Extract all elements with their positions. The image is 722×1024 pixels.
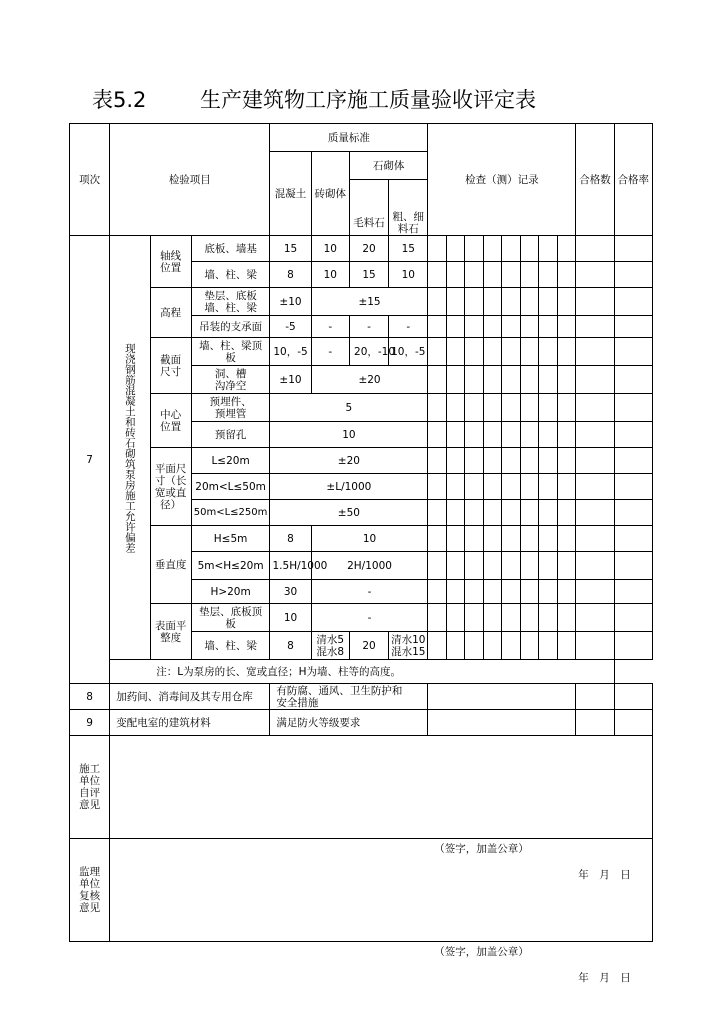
value-cell: -: [349, 316, 388, 338]
record-cell[interactable]: [558, 316, 576, 338]
record-cell[interactable]: [521, 474, 539, 500]
value-cell: 15: [389, 236, 428, 262]
record-cell[interactable]: [539, 338, 558, 366]
record-cell[interactable]: [558, 604, 576, 632]
record-cell[interactable]: [446, 632, 464, 660]
record-cell[interactable]: [483, 552, 501, 580]
value-cell: 10: [270, 604, 311, 632]
pass-count-cell[interactable]: [576, 526, 614, 552]
record-cell[interactable]: [464, 552, 483, 580]
pass-count-cell[interactable]: [576, 684, 614, 710]
row8-record[interactable]: [428, 684, 576, 710]
record-cell[interactable]: [428, 422, 446, 448]
record-cell[interactable]: [446, 288, 464, 316]
record-cell[interactable]: [521, 552, 539, 580]
contractor-sign: （签字，加盖公章）: [434, 843, 529, 855]
value-cell: 15: [270, 236, 311, 262]
record-cell[interactable]: [483, 526, 501, 552]
record-cell[interactable]: [558, 236, 576, 262]
record-cell[interactable]: [483, 448, 501, 474]
record-cell[interactable]: [501, 316, 520, 338]
value-cell: 10，-5: [270, 338, 311, 366]
record-cell[interactable]: [539, 474, 558, 500]
record-cell[interactable]: [428, 338, 446, 366]
value-cell: 20，-10: [349, 338, 388, 366]
row7-category: 现浇钢筋混凝土和砖石砌筑泵房施工允许偏差: [110, 236, 150, 660]
supervisor-label: 监理单位复核意见: [70, 839, 110, 942]
pass-count-cell[interactable]: [576, 604, 614, 632]
pass-rate-cell[interactable]: [614, 500, 652, 526]
record-cell[interactable]: [428, 474, 446, 500]
record-cell[interactable]: [428, 500, 446, 526]
item-label: 墙、柱、梁顶板: [191, 338, 270, 366]
record-cell[interactable]: [464, 604, 483, 632]
record-cell[interactable]: [521, 394, 539, 422]
value-cell: 5: [270, 394, 428, 422]
record-cell[interactable]: [539, 236, 558, 262]
evaluation-table: [69, 123, 653, 984]
record-cell[interactable]: [464, 338, 483, 366]
pass-rate-cell[interactable]: [614, 474, 652, 500]
record-cell[interactable]: [464, 500, 483, 526]
row8-no: 8: [70, 684, 110, 710]
value-cell: ±10: [270, 288, 311, 316]
pass-rate-cell[interactable]: [614, 366, 652, 394]
pass-rate-cell[interactable]: [614, 710, 652, 736]
record-cell[interactable]: [539, 500, 558, 526]
pass-rate-cell[interactable]: [614, 236, 652, 262]
supervisor-date: 年 月 日: [578, 972, 631, 984]
value-cell: ±20: [311, 366, 428, 394]
row9-standard: 满足防火等级要求: [270, 710, 428, 736]
value-cell: 10: [389, 262, 428, 288]
value-cell: ±10: [270, 366, 311, 394]
record-cell[interactable]: [428, 604, 446, 632]
record-cell[interactable]: [558, 422, 576, 448]
record-cell[interactable]: [446, 552, 464, 580]
record-cell[interactable]: [446, 448, 464, 474]
header-pass-rate: 合格率: [614, 124, 652, 236]
record-cell[interactable]: [501, 422, 520, 448]
record-cell[interactable]: [446, 262, 464, 288]
pass-rate-cell[interactable]: [614, 604, 652, 632]
record-cell[interactable]: [558, 474, 576, 500]
record-cell[interactable]: [464, 448, 483, 474]
record-cell[interactable]: [464, 394, 483, 422]
item-label: 预埋件、预埋管: [191, 394, 270, 422]
pass-rate-cell[interactable]: [614, 316, 652, 338]
value-cell: 15: [349, 262, 388, 288]
record-cell[interactable]: [483, 394, 501, 422]
row8-item: 加药间、消毒间及其专用仓库: [110, 684, 270, 710]
record-cell[interactable]: [539, 604, 558, 632]
pass-rate-cell[interactable]: [614, 422, 652, 448]
record-cell[interactable]: [464, 236, 483, 262]
record-cell[interactable]: [539, 366, 558, 394]
item-label: 5m<H≤20m: [191, 552, 270, 580]
record-cell[interactable]: [446, 236, 464, 262]
record-cell[interactable]: [558, 632, 576, 660]
record-cell[interactable]: [539, 422, 558, 448]
record-cell[interactable]: [558, 552, 576, 580]
record-cell[interactable]: [464, 580, 483, 604]
row7-no: 7: [70, 236, 110, 684]
record-cell[interactable]: [501, 552, 520, 580]
pass-count-cell[interactable]: [576, 236, 614, 262]
value-cell: -: [311, 316, 349, 338]
record-cell[interactable]: [539, 580, 558, 604]
record-cell[interactable]: [521, 236, 539, 262]
contractor-date: 年 月 日: [578, 869, 631, 881]
record-cell[interactable]: [428, 236, 446, 262]
value-cell: 8: [270, 262, 311, 288]
record-cell[interactable]: [483, 422, 501, 448]
pass-count-cell[interactable]: [576, 288, 614, 316]
item-label: 垫层、底板墙、柱、梁: [191, 288, 270, 316]
item-label: 50m<L≤250m: [191, 500, 270, 526]
record-cell[interactable]: [558, 394, 576, 422]
record-cell[interactable]: [483, 262, 501, 288]
record-cell[interactable]: [428, 448, 446, 474]
pass-count-cell[interactable]: [576, 316, 614, 338]
header-concrete: 混凝土: [270, 152, 311, 236]
record-cell[interactable]: [446, 338, 464, 366]
value-cell: ±20: [270, 448, 428, 474]
value-cell: -: [311, 580, 428, 604]
header-rubble: 毛料石: [349, 180, 388, 236]
record-cell[interactable]: [539, 526, 558, 552]
record-cell[interactable]: [558, 262, 576, 288]
record-cell[interactable]: [521, 422, 539, 448]
record-cell[interactable]: [483, 604, 501, 632]
record-cell[interactable]: [558, 526, 576, 552]
record-cell[interactable]: [483, 500, 501, 526]
record-cell[interactable]: [501, 366, 520, 394]
pass-count-cell[interactable]: [576, 422, 614, 448]
record-cell[interactable]: [539, 262, 558, 288]
pass-rate-cell[interactable]: [614, 684, 652, 710]
pass-count-cell[interactable]: [576, 580, 614, 604]
record-cell[interactable]: [521, 338, 539, 366]
record-cell[interactable]: [501, 526, 520, 552]
header-quality-standard: 质量标准: [270, 124, 428, 152]
value-cell: ±50: [270, 500, 428, 526]
record-cell[interactable]: [428, 632, 446, 660]
record-cell[interactable]: [539, 288, 558, 316]
value-cell: 10: [311, 236, 349, 262]
pass-count-cell[interactable]: [576, 500, 614, 526]
pass-rate-cell[interactable]: [614, 526, 652, 552]
value-cell: -: [389, 316, 428, 338]
record-cell[interactable]: [428, 552, 446, 580]
group-elevation: 高程: [150, 288, 191, 338]
pass-count-cell[interactable]: [576, 366, 614, 394]
table-title: 生产建筑物工序施工质量验收评定表: [200, 88, 536, 112]
group-center: 中心位置: [150, 394, 191, 448]
record-cell[interactable]: [501, 580, 520, 604]
record-cell[interactable]: [521, 288, 539, 316]
item-label: 20m<L≤50m: [191, 474, 270, 500]
record-cell[interactable]: [446, 474, 464, 500]
record-cell[interactable]: [446, 422, 464, 448]
pass-rate-cell[interactable]: [614, 580, 652, 604]
record-cell[interactable]: [428, 394, 446, 422]
value-cell: 10，-5: [389, 338, 428, 366]
supervisor-opinion[interactable]: [110, 839, 653, 984]
record-cell[interactable]: [483, 236, 501, 262]
record-cell[interactable]: [521, 604, 539, 632]
group-section: 截面尺寸: [150, 338, 191, 394]
record-cell[interactable]: [446, 316, 464, 338]
item-label: 墙、柱、梁: [191, 632, 270, 660]
record-cell[interactable]: [501, 632, 520, 660]
record-cell[interactable]: [521, 366, 539, 394]
record-cell[interactable]: [428, 262, 446, 288]
record-cell[interactable]: [428, 366, 446, 394]
record-cell[interactable]: [521, 262, 539, 288]
section7-note: 注：L为泵房的长、宽或直径；H为墙、柱等的高度。: [110, 660, 614, 684]
record-cell[interactable]: [539, 316, 558, 338]
record-cell[interactable]: [558, 338, 576, 366]
contractor-label: 施工单位自评意见: [70, 736, 110, 839]
pass-count-cell[interactable]: [576, 632, 614, 660]
value-cell: 2H/1000: [311, 552, 428, 580]
header-stone: 石砌体: [349, 152, 428, 180]
record-cell[interactable]: [446, 604, 464, 632]
record-cell[interactable]: [483, 338, 501, 366]
value-cell: ±15: [311, 288, 428, 316]
value-cell: 清水10混水15: [389, 632, 428, 660]
record-cell[interactable]: [501, 288, 520, 316]
supervisor-sign: （签字，加盖公章）: [434, 946, 529, 958]
value-cell: 20: [349, 632, 388, 660]
record-cell[interactable]: [539, 552, 558, 580]
value-cell: -: [311, 338, 349, 366]
pass-rate-cell[interactable]: [614, 288, 652, 316]
pass-rate-cell[interactable]: [614, 552, 652, 580]
record-cell[interactable]: [483, 288, 501, 316]
record-cell[interactable]: [464, 422, 483, 448]
record-cell[interactable]: [446, 366, 464, 394]
row9-item: 变配电室的建筑材料: [110, 710, 270, 736]
item-label: 墙、柱、梁: [191, 262, 270, 288]
record-cell[interactable]: [446, 580, 464, 604]
record-cell[interactable]: [501, 604, 520, 632]
value-cell: 30: [270, 580, 311, 604]
record-cell[interactable]: [464, 316, 483, 338]
group-vertical: 垂直度: [150, 526, 191, 604]
record-cell[interactable]: [501, 448, 520, 474]
record-cell[interactable]: [501, 338, 520, 366]
record-cell[interactable]: [464, 474, 483, 500]
group-axis: 轴线位置: [150, 236, 191, 288]
record-cell[interactable]: [521, 448, 539, 474]
header-inspection-item: 检验项目: [110, 124, 270, 236]
value-cell: ±L/1000: [270, 474, 428, 500]
record-cell[interactable]: [501, 236, 520, 262]
record-cell[interactable]: [558, 500, 576, 526]
group-surface: 表面平整度: [150, 604, 191, 660]
record-cell[interactable]: [558, 448, 576, 474]
record-cell[interactable]: [464, 632, 483, 660]
item-label: L≤20m: [191, 448, 270, 474]
row8-standard: 有防腐、通风、卫生防护和安全措施: [270, 684, 428, 710]
value-cell: 10: [311, 526, 428, 552]
record-cell[interactable]: [464, 526, 483, 552]
record-cell[interactable]: [501, 262, 520, 288]
record-cell[interactable]: [428, 316, 446, 338]
value-cell: 10: [270, 422, 428, 448]
record-cell[interactable]: [428, 288, 446, 316]
record-cell[interactable]: [446, 526, 464, 552]
item-label: H≤5m: [191, 526, 270, 552]
pass-rate-cell[interactable]: [614, 262, 652, 288]
pass-count-cell[interactable]: [576, 338, 614, 366]
header-pass-count: 合格数: [576, 124, 614, 236]
item-label: 垫层、底板顶板: [191, 604, 270, 632]
record-cell[interactable]: [539, 394, 558, 422]
record-cell[interactable]: [558, 366, 576, 394]
pass-count-cell[interactable]: [576, 474, 614, 500]
value-cell: 清水5混水8: [311, 632, 349, 660]
pass-count-cell[interactable]: [576, 552, 614, 580]
item-label: 底板、墙基: [191, 236, 270, 262]
record-cell[interactable]: [464, 288, 483, 316]
record-cell[interactable]: [558, 288, 576, 316]
header-item-no: 项次: [70, 124, 110, 236]
header-brick: 砖砌体: [311, 152, 349, 236]
record-cell[interactable]: [501, 500, 520, 526]
pass-rate-cell[interactable]: [614, 632, 652, 660]
record-cell[interactable]: [483, 316, 501, 338]
group-plane: 平面尺寸（长宽或直径）: [150, 448, 191, 526]
pass-count-cell[interactable]: [576, 394, 614, 422]
item-label: 预留孔: [191, 422, 270, 448]
record-cell[interactable]: [483, 474, 501, 500]
pass-count-cell[interactable]: [576, 448, 614, 474]
record-cell[interactable]: [428, 526, 446, 552]
item-label: H>20m: [191, 580, 270, 604]
header-record: 检查（测）记录: [428, 124, 576, 236]
record-cell[interactable]: [464, 366, 483, 394]
record-cell[interactable]: [483, 632, 501, 660]
record-cell[interactable]: [558, 580, 576, 604]
record-cell[interactable]: [483, 580, 501, 604]
value-cell: -: [311, 604, 428, 632]
record-cell[interactable]: [464, 262, 483, 288]
pass-rate-cell[interactable]: [614, 448, 652, 474]
record-cell[interactable]: [501, 474, 520, 500]
value-cell: 8: [270, 632, 311, 660]
record-cell[interactable]: [446, 394, 464, 422]
record-cell[interactable]: [539, 448, 558, 474]
record-cell[interactable]: [539, 632, 558, 660]
record-cell[interactable]: [501, 394, 520, 422]
row9-no: 9: [70, 710, 110, 736]
value-cell: 8: [270, 526, 311, 552]
value-cell: 1.5H/1000: [270, 552, 311, 580]
row9-record[interactable]: [428, 710, 576, 736]
pass-rate-cell[interactable]: [614, 394, 652, 422]
record-cell[interactable]: [483, 366, 501, 394]
table-number: 表5.2: [92, 88, 147, 112]
record-cell[interactable]: [521, 526, 539, 552]
header-coarse-fine: 粗、细料石: [389, 180, 428, 236]
value-cell: -5: [270, 316, 311, 338]
record-cell[interactable]: [521, 500, 539, 526]
item-label: 洞、槽沟净空: [191, 366, 270, 394]
record-cell[interactable]: [428, 580, 446, 604]
value-cell: 10: [311, 262, 349, 288]
record-cell[interactable]: [521, 580, 539, 604]
record-cell[interactable]: [521, 632, 539, 660]
page-title: [92, 84, 536, 114]
pass-rate-cell[interactable]: [614, 338, 652, 366]
record-cell[interactable]: [446, 500, 464, 526]
value-cell: 20: [349, 236, 388, 262]
contractor-opinion[interactable]: [110, 736, 653, 881]
item-label: 吊装的支承面: [191, 316, 270, 338]
record-cell[interactable]: [521, 316, 539, 338]
pass-count-cell[interactable]: [576, 710, 614, 736]
pass-count-cell[interactable]: [576, 262, 614, 288]
